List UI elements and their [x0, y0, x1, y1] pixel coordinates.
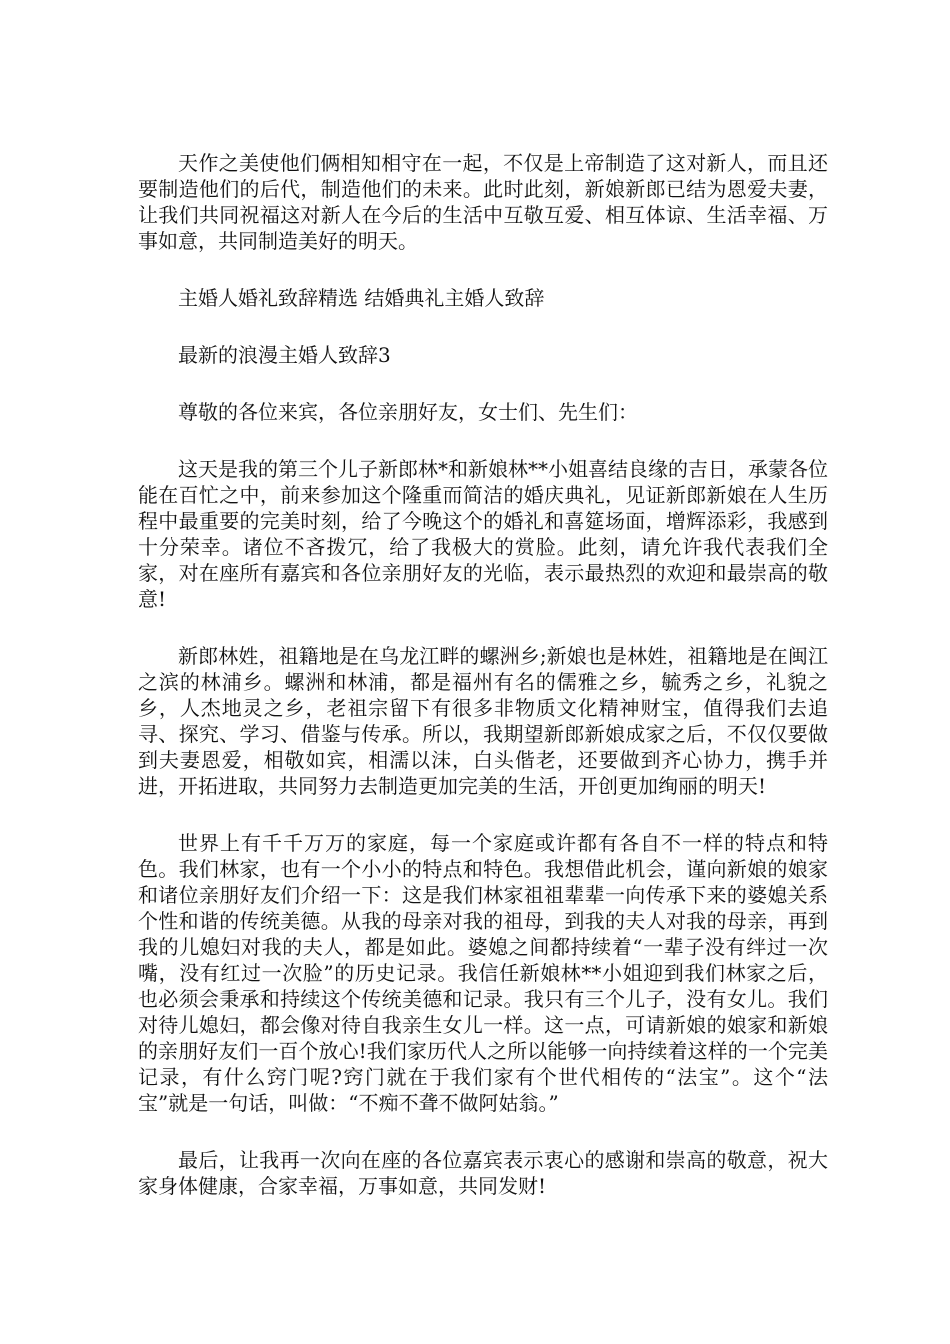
paragraph-welcome: 这天是我的第三个儿子新郎林*和新娘林**小姐喜结良缘的吉日，承蒙各位能在百忙之中，前来参加这个隆重而简洁的婚庆典礼，见证新郎新娘在人生历程中最重要的完美时刻，给了今晚这个的婚礼和喜筵场面，增辉添彩，我感到十分荣幸。诸位不吝拨冗，给了我极大的赏脸。此刻，请允许我代表我们全家，对在座所有嘉宾和各位亲朋好友的光临，表示最热烈的欢迎和最崇高的敬意! [138, 457, 828, 611]
paragraph-ancestry: 新郎林姓，祖籍地是在乌龙江畔的螺洲乡;新娘也是林姓，祖籍地是在闽江之滨的林浦乡。螺洲和林浦，都是福州有名的儒雅之乡，毓秀之乡，礼貌之乡，人杰地灵之乡，老祖宗留下有很多非物质文化精神财宝，值得我们去追寻、探究、学习、借鉴与传承。所以，我期望新郎新娘成家之后，不仅仅要做到夫妻恩爱，相敬如宾，相濡以沫，白头偕老，还要做到齐心协力，携手并进，开拓进取，共同努力去制造更加完美的生活，开创更加绚丽的明天! [138, 644, 828, 798]
section-heading: 主婚人婚礼致辞精选 结婚典礼主婚人致辞 [178, 286, 545, 310]
paragraph-closing-blessing: 天作之美使他们俩相知相守在一起，不仅是上帝制造了这对新人，而且还要制造他们的后代，制造他们的未来。此时此刻，新娘新郎已结为恩爱夫妻，让我们共同祝福这对新人在今后的生活中互敬互爱、相互体谅、生活幸福、万事如意，共同制造美好的明天。 [138, 151, 828, 253]
speech-title: 最新的浪漫主婚人致辞3 [178, 343, 391, 367]
document-body [138, 150, 828, 1230]
paragraph-family-tradition: 世界上有千千万万的家庭，每一个家庭或许都有各自不一样的特点和特色。我们林家，也有一个小小的特点和特色。我想借此机会，谨向新娘的娘家和诸位亲朋好友们介绍一下：这是我们林家祖祖辈辈一向传承下来的婆媳关系个性和谐的传统美德。从我的母亲对我的祖母，到我的夫人对我的母亲，再到我的儿媳妇对我的夫人，都是如此。婆媳之间都持续着“一辈子没有绊过一次嘴，没有红过一次脸”的历史记录。我信任新娘林**小姐迎到我们林家之后，也必须会秉承和持续这个传统美德和记录。我只有三个儿子，没有女儿。我们对待儿媳妇，都会像对待自我亲生女儿一样。这一点，可请新娘的娘家和新娘的亲朋好友们一百个放心!我们家历代人之所以能够一向持续着这样的一个完美记录，有什么窍门呢?窍门就在于我们家有个世代相传的“法宝”。这个“法宝”就是一句话，叫做：“不痴不聋不做阿姑翁。” [138, 831, 828, 1115]
paragraph-final-thanks: 最后，让我再一次向在座的各位嘉宾表示衷心的感谢和崇高的敬意，祝大家身体健康，合家幸福，万事如意，共同发财! [138, 1148, 828, 1198]
salutation: 尊敬的各位来宾，各位亲朋好友，女士们、先生们： [178, 400, 638, 424]
